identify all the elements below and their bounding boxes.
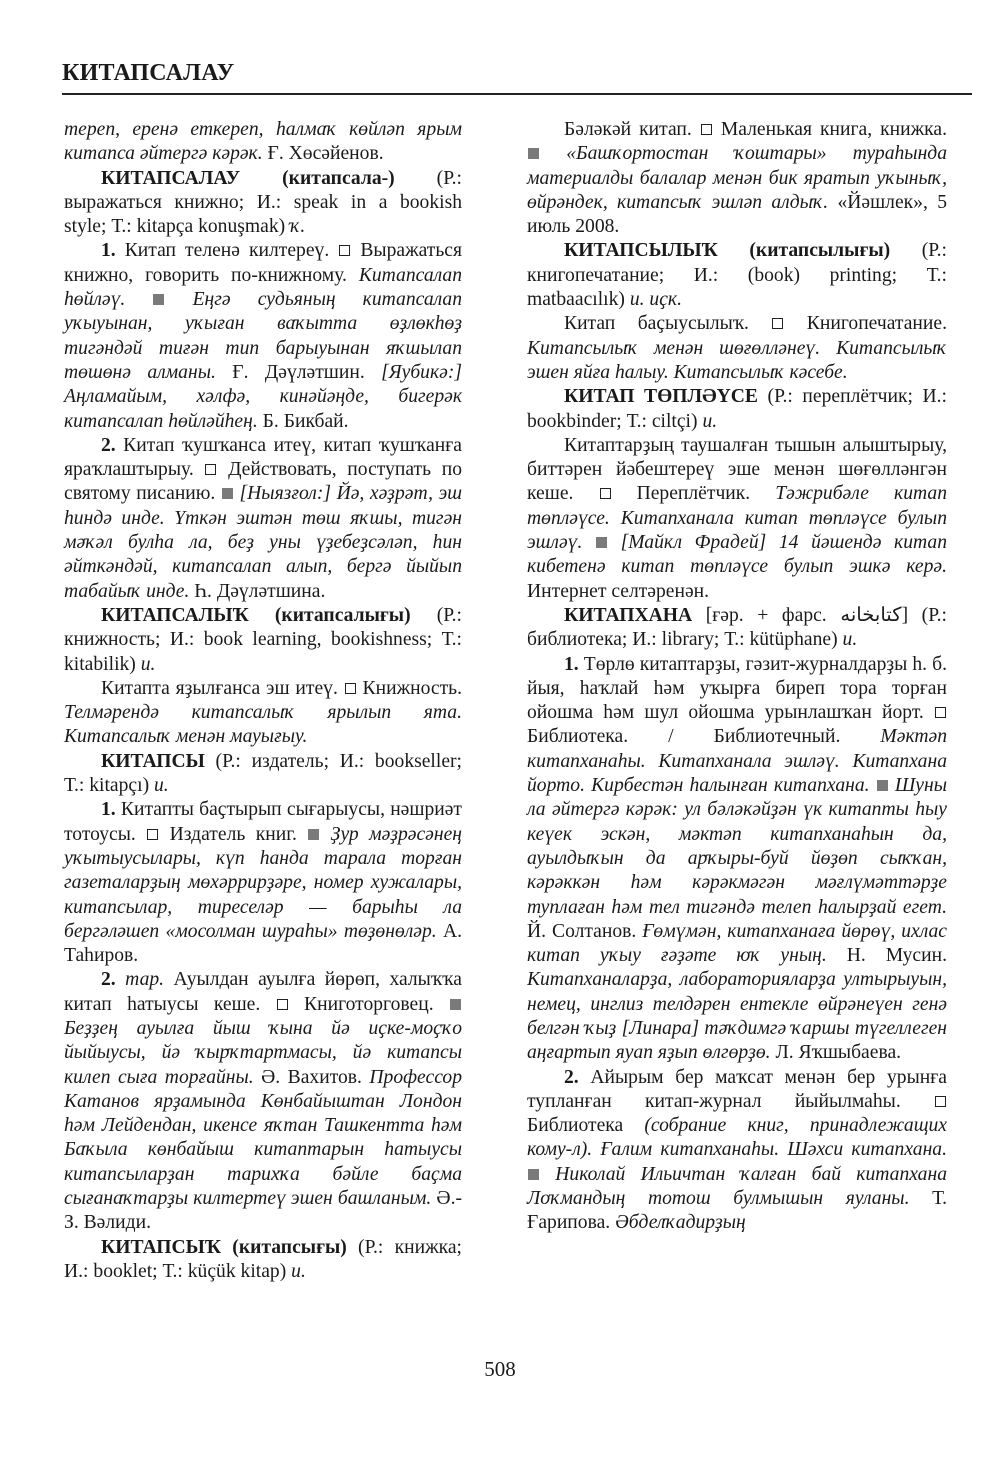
definition-text: Китапта яҙылғанса эш итеү. xyxy=(101,677,344,699)
open-square-icon xyxy=(277,999,288,1010)
definition-text: Китап баҫыусылыҡ. xyxy=(564,313,772,335)
definition-text: Переплётчик. xyxy=(611,483,776,505)
headword: 1. xyxy=(564,653,579,675)
entry-paragraph xyxy=(527,604,947,653)
definition-text: «Йәшлек», 5 июль 2008. xyxy=(527,191,947,238)
right-column xyxy=(527,118,947,1236)
example-text: и. xyxy=(291,1260,306,1282)
filled-square-icon xyxy=(450,999,461,1010)
entry-paragraph xyxy=(64,677,462,750)
example-text: (собрание книг, принадлежащих кому-л). Ғалим китапханаһы. Шәхси китапхана. xyxy=(527,1115,947,1161)
definition-text: Книготорговец. xyxy=(288,993,449,1015)
headword: КИТАПСЫЛЫҠ (китапсылығы) xyxy=(564,240,891,262)
entry-paragraph xyxy=(527,239,947,312)
open-square-icon xyxy=(147,829,158,840)
definition-text: Б. Бикбай. xyxy=(262,410,349,432)
definition-text: Ғ. Дәүләтшин. xyxy=(232,361,382,383)
example-text: Еңгә судьяның китапсалап уҡыуынан, уҡыған ваҡытта өҙлөкһөҙ тигәндәй тиғән тип барыуынан яҡшылап төшөнә алманы. xyxy=(64,289,462,383)
running-head: КИТАПСАЛАУ xyxy=(62,60,235,86)
definition-text: Ауылдан ауылға йөрөп, халыҡҡа китап һатыусы кеше. xyxy=(64,969,463,1015)
example-text: [Майкл Фрадей] 14 йәшендә китап кибетенә китап төпләүсе булып эшкә керә. xyxy=(527,532,947,578)
headword: КИТАПХАНА xyxy=(564,604,693,626)
definition-text: Ғ. Хөсәйенов. xyxy=(267,143,384,165)
example-text: Шуны ла әйтергә кәрәк: ул бәләкәйҙән үк китапты һыу кеүек эскән, мәктәп китапханаһын да, ауылдыҡын да арҡыры-буй йөҙөп сыҡҡан, кәрәккән һәм кәрәкмәгән мәғлүмәттәрҙе туплаған һәм тел тигәндә телеп һалырҙай егет. xyxy=(527,775,947,918)
headword: 2. xyxy=(101,434,116,456)
definition-text: (Р.: книжка; И.: booklet; Т.: küçük kitap) xyxy=(64,1236,462,1282)
example-text: Әбделҡадирҙың xyxy=(615,1212,746,1234)
definition-text: [ғәр. + фарс. کتابخانه] (Р.: библиотека; И.: library; Т.: kütüphane) xyxy=(527,604,947,651)
definition-text: Й. Солтанов. xyxy=(527,920,643,942)
definition-text: Интернет селтәренән. xyxy=(527,580,710,602)
entry-paragraph xyxy=(64,750,462,799)
filled-square-icon xyxy=(153,294,164,305)
example-text: Китапсылыҡ менән шөғөлләнеү. Китапсылыҡ эшен яйға һалыу. Китапсылыҡ кәсебе. xyxy=(527,337,947,383)
definition-text: А. Таһиров. xyxy=(64,920,462,967)
definition-text: Библиотека xyxy=(527,1115,645,1137)
example-text: Профессор Катанов ярҙамында Көнбайыштан Лондон һәм Лейдендан, икенсе яҡтан Ташкентта һәм Баҡыла көнбайыш китаптарын һатыусы китапсыларҙан тарихҡа бәйле баҫма сығанаҡтарҙы килтертеү эшен башланым. xyxy=(64,1066,462,1210)
headword: КИТАПСАЛЫҠ (китапсалығы) xyxy=(101,604,411,626)
definition-text: Н. Мусин. xyxy=(846,945,948,967)
entry-paragraph xyxy=(64,239,462,433)
headword: 2. xyxy=(101,969,116,991)
open-square-icon xyxy=(339,245,350,256)
definition-text: Действовать, поступать по святому писанию. xyxy=(64,459,462,505)
definition-text: Китап ҡушҡанса итеү, китап ҡушҡанға яраҡлаштырыу. xyxy=(64,434,462,481)
filled-square-icon xyxy=(308,829,319,840)
entry-paragraph xyxy=(527,653,947,1066)
entry-paragraph xyxy=(527,1066,947,1236)
entry-paragraph xyxy=(527,118,947,239)
example-text: «Башҡортостан ҡоштары» тураһында материалды балалар менән бик яратып уҡыныҡ, өйрәндек, китапсыҡ эшләп алдыҡ. xyxy=(527,143,947,213)
filled-square-icon xyxy=(596,537,607,548)
headword: 1. xyxy=(101,240,116,262)
example-text: [Яубикә:] Аңламайым, хәлфә, кинәйәңде, бигерәк китапсалап һөйләйһең. xyxy=(64,361,462,432)
example-text: и. xyxy=(842,629,858,651)
definition-text: Ә.-З. Вәлиди. xyxy=(64,1188,462,1234)
entry-paragraph xyxy=(64,1236,462,1285)
definition-text: (Р.: издатель; И.: bookseller; Т.: kitapçı) xyxy=(64,750,462,797)
example-text: и. xyxy=(154,775,169,797)
example-text: Китапсалап һөйләү. xyxy=(64,264,462,311)
example-text: тар. xyxy=(115,969,165,991)
entry-paragraph xyxy=(527,385,947,434)
example-text: ҡ. xyxy=(290,216,306,238)
page-number: 508 xyxy=(484,1357,516,1381)
definition-text: Һ. Дәүләтшина. xyxy=(194,580,326,602)
entry-paragraph xyxy=(64,798,462,968)
filled-square-icon xyxy=(528,148,539,159)
definition-text: (Р.: книгопечатание; И.: (book) printing; Т.: matbaacılık) xyxy=(527,240,948,311)
filled-square-icon xyxy=(222,488,233,499)
open-square-icon xyxy=(772,318,783,329)
entry-paragraph xyxy=(64,968,462,1235)
definition-text: Маленькая книга, книжка. xyxy=(712,119,947,140)
entry-paragraph xyxy=(64,167,462,240)
headword: КИТАП ТӨПЛӘҮСЕ xyxy=(564,386,758,408)
definition-text: Ә. Вахитов. xyxy=(261,1066,370,1088)
definition-text: Китаптарҙың таушалған тышын алыштырыу, биттәрен йәбештереү эше менән шөғөлләнгән кеше. xyxy=(527,434,947,505)
example-text: Ғөмүмән, китапханаға йөрөү, ихлас китап уҡыу ғәҙәте юҡ уның. xyxy=(527,920,947,967)
headword: 2. xyxy=(564,1066,579,1088)
definition-text: Издатель книг. xyxy=(159,823,308,845)
definition-text: Т. Ғарипова. xyxy=(527,1188,947,1234)
definition-text: Л. Яҡшыбаева. xyxy=(775,1042,902,1064)
entry-paragraph xyxy=(527,312,947,385)
example-text: Ҙур мәҙрәсәнең уҡытыусылары, күп һанда тарала торған газеталарҙың мөхәррирҙәре, номер хужалары, китапсылар, тиреселәр — барыһы ла бергәләшеп «мосолман шураһы» төҙөнөләр. xyxy=(64,823,462,942)
example-text: Беҙҙең ауылға йыш ҡына йә иҫке-моҫҡо йыйыусы, йә ҡырҡтартмасы, йә китапсы килеп сыға торғайны. xyxy=(64,1017,462,1088)
example-text: тереп, еренә еткереп, һалмаҡ көйләп ярым китапса әйтергә кәрәк. xyxy=(64,119,462,165)
example-text: Телмәрендә китапсалыҡ ярылып ята. Китапсалыҡ менән мауығыу. xyxy=(64,702,462,748)
definition-text: Книжность. xyxy=(356,677,463,699)
open-square-icon xyxy=(935,1096,946,1107)
example-text: Николай Ильичтан ҡалған бай китапхана Лоҡмандың тотош булмышын яуланы. xyxy=(527,1163,947,1210)
definition-text: (Р.: переплётчик; И.: bookbinder; Т.: ciltçi) xyxy=(527,386,947,432)
definition-text: Китап теленә килтереү. xyxy=(115,240,339,262)
definition-text: (Р.: выражаться книжно; И.: speak in a bookish style; Т.: kitapça konuşmak) xyxy=(64,167,462,238)
entry-paragraph xyxy=(64,118,462,167)
open-square-icon xyxy=(600,488,611,499)
headword: КИТАПСЫҠ (китапсығы) xyxy=(101,1236,347,1258)
example-text: Китапханаларҙа, лабораторияларҙа ултырыуын, немец, инглиз телдәрен ентекле өйрәнеүен генә белгән ҡыҙ [Линара] тәҡдимгә ҡаршы түгеллеген аңғартып яуап яҙып өлгөрҙө. xyxy=(527,969,947,1064)
headword: КИТАПСАЛАУ (китапсала-) xyxy=(101,167,395,189)
entry-paragraph xyxy=(64,604,462,677)
entry-paragraph xyxy=(64,434,462,604)
definition-text: Библиотека. / Библиотечный. xyxy=(527,726,881,748)
example-text: Тәжрибәле китап төпләүсе. Китапханала китап төпләүсе булып эшләү. xyxy=(527,483,947,554)
example-text: Мәктәп китапханаһы. Китапханала эшләү. Китапхана йорто. Кирбестән һалынған китапхана. xyxy=(527,726,947,797)
open-square-icon xyxy=(345,683,356,694)
definition-text: Бәләкәй китап. xyxy=(564,119,700,140)
definition-text: Книгопечатание. xyxy=(784,313,947,335)
filled-square-icon xyxy=(877,780,888,791)
left-column xyxy=(64,118,462,1284)
example-text: и. иҫк. xyxy=(629,289,682,311)
definition-text: (Р.: книжность; И.: book learning, bookishness; Т.: kitabilik) xyxy=(64,604,463,675)
filled-square-icon xyxy=(528,1169,539,1180)
entry-paragraph xyxy=(527,434,947,604)
open-square-icon xyxy=(205,464,216,475)
definition-text: Выражаться книжно, говорить по-книжному. xyxy=(64,240,462,286)
definition-text: Айырым бер маҡсат менән бер урынға тупланған китап-журнал йыйылмаһы. xyxy=(527,1066,947,1112)
headword: КИТАПСЫ xyxy=(101,750,205,772)
headword: 1. xyxy=(101,799,116,821)
open-square-icon xyxy=(701,124,712,135)
example-text: [Ныязғол:] Йә, хәҙрәт, эш һиндә инде. Үткән эштән төш яҡшы, тигән мәҡәл булһа ла, беҙ уны үҙебеҙсәләп, һин әйткәндәй, китапсалап алып, бергә йыйып табайыҡ инде. xyxy=(64,483,462,602)
definition-text: Китапты баҫтырып сығарыусы, нәшриәт тотоусы. xyxy=(64,799,462,845)
open-square-icon xyxy=(935,707,946,718)
definition-text: Төрлө китаптарҙы, гәзит-журналдарҙы һ. б. йыя, һаҡлай һәм уҡырға биреп тора торған ойошма һәм шул ойошма урынлашҡан йорт. xyxy=(527,653,947,724)
header-rule xyxy=(62,93,972,95)
example-text: и. xyxy=(140,653,156,675)
example-text: и. xyxy=(702,410,718,432)
